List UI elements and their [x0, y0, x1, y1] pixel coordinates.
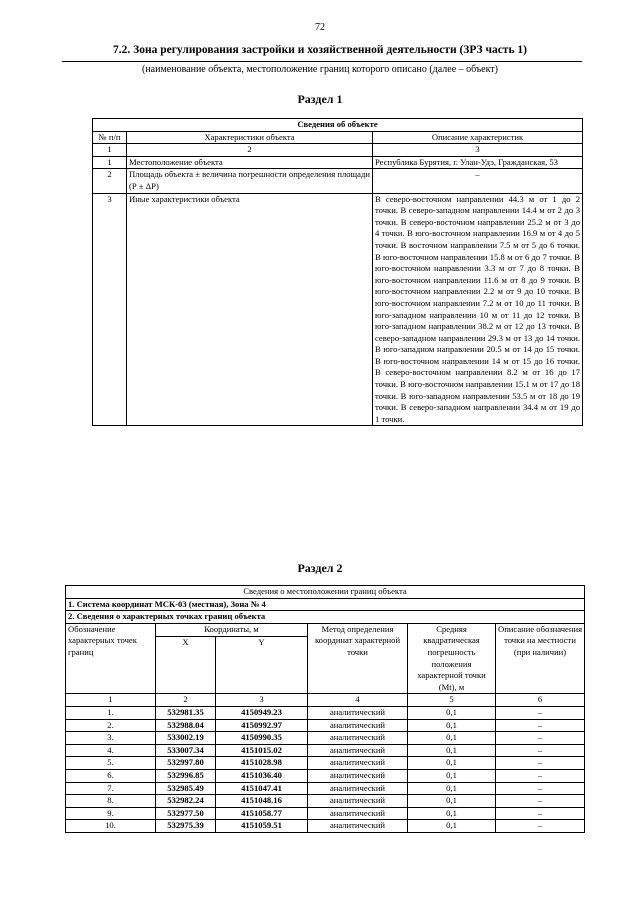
numbering-cell: 4: [308, 694, 408, 707]
point-number: 9.: [66, 807, 156, 820]
coord-x: 532985.49: [156, 782, 216, 795]
section-1-heading: Раздел 1: [297, 92, 343, 106]
method-cell: аналитический: [308, 757, 408, 770]
numbering-cell: 1: [93, 144, 127, 157]
table-numbering-row: [66, 694, 585, 707]
numbering-cell: 2: [127, 144, 373, 157]
point-description: –: [496, 795, 585, 808]
row-number: 3: [93, 193, 127, 426]
points-info-row: 2. Сведения о характерных точках границ объекта: [66, 611, 585, 624]
title-underline: [62, 61, 582, 62]
point-description: –: [496, 782, 585, 795]
header-characteristic: Характеристики объекта: [127, 131, 373, 144]
point-description: –: [496, 719, 585, 732]
coord-x: 532988.04: [156, 719, 216, 732]
table-header-row: [93, 131, 583, 144]
table-header-row: [66, 623, 585, 637]
table-row: [66, 744, 585, 757]
error-cell: 0,1: [408, 820, 496, 833]
method-cell: аналитический: [308, 795, 408, 808]
error-cell: 0,1: [408, 795, 496, 808]
point-description: –: [496, 732, 585, 745]
header-description: Описание характеристик: [373, 131, 583, 144]
table-row: [93, 193, 583, 426]
coord-y: 4151028.98: [216, 757, 308, 770]
point-description: –: [496, 744, 585, 757]
row-number: 1: [93, 156, 127, 169]
point-number: 1.: [66, 706, 156, 719]
numbering-cell: 2: [156, 694, 216, 707]
coord-y: 4151036.40: [216, 769, 308, 782]
error-cell: 0,1: [408, 744, 496, 757]
method-cell: аналитический: [308, 820, 408, 833]
error-cell: 0,1: [408, 706, 496, 719]
table-row: [66, 820, 585, 833]
boundary-table-title: Сведения о местоположении границ объекта: [66, 586, 585, 599]
row-description: –: [373, 169, 583, 193]
row-characteristic: Площадь объекта ± величина погрешности определения площади (Р ± ΔР): [127, 169, 373, 193]
method-cell: аналитический: [308, 706, 408, 719]
error-cell: 0,1: [408, 769, 496, 782]
header-y: Y: [216, 637, 308, 694]
table-row: [93, 156, 583, 169]
point-description: –: [496, 706, 585, 719]
row-number: 2: [93, 169, 127, 193]
boundary-points-table: [65, 585, 585, 833]
table-row: [66, 807, 585, 820]
point-description: –: [496, 757, 585, 770]
coord-y: 4151058.77: [216, 807, 308, 820]
point-description: –: [496, 769, 585, 782]
header-point-description: Описание обозначения точки на местности (при наличии): [496, 623, 585, 694]
point-number: 10.: [66, 820, 156, 833]
header-designation: Обозначение характерных точек границ: [66, 623, 156, 694]
table-row: [66, 732, 585, 745]
table-row: [66, 769, 585, 782]
coord-x: 533002.19: [156, 732, 216, 745]
coord-y: 4151047.41: [216, 782, 308, 795]
coord-y: 4151059.51: [216, 820, 308, 833]
coord-y: 4150990.35: [216, 732, 308, 745]
point-number: 6.: [66, 769, 156, 782]
method-cell: аналитический: [308, 769, 408, 782]
point-number: 5.: [66, 757, 156, 770]
numbering-cell: 5: [408, 694, 496, 707]
section-2-heading: Раздел 2: [297, 561, 343, 575]
table-numbering-row: [93, 144, 583, 157]
coord-x: 532996.85: [156, 769, 216, 782]
table-row: [66, 719, 585, 732]
table-row: [66, 757, 585, 770]
table-row: [93, 169, 583, 193]
coord-y: 4151015.02: [216, 744, 308, 757]
error-cell: 0,1: [408, 719, 496, 732]
coordinate-system-row: 1. Система координат МСК-03 (местная), Зона № 4: [66, 598, 585, 611]
header-x: X: [156, 637, 216, 694]
point-number: 3.: [66, 732, 156, 745]
error-cell: 0,1: [408, 807, 496, 820]
method-cell: аналитический: [308, 732, 408, 745]
error-cell: 0,1: [408, 782, 496, 795]
document-subtitle: (наименование объекта, местоположение границ которого описано (далее – объект): [141, 64, 499, 75]
header-number: № п/п: [93, 131, 127, 144]
coord-y: 4150949.23: [216, 706, 308, 719]
coord-y: 4150992.97: [216, 719, 308, 732]
row-description: В северо-восточном направлении 44.3 м от 1 до 2 точки. В северо-западном направлении 14.4 м от 2 до 3 точки. В северо-восточном направлении 25.2 м от 3 до 4 точки. В юго-восточном направлении 16.9 м от 4 до 5 точки. В восточном направлении 7.5 м от 5 до 6 точки. В юго-восточном направлении 15.8 м от 6 до 7 точки. В юго-восточном направлении 3.3 м от 7 до 8 точки. В юго-восточном направлении 11.6 м от 8 до 9 точки. В юго-восточном направлении 2.2 м от 9 до 10 точки. В юго-восточном направлении 7.2 м от 10 до 11 точки. В юго-западном направлении 10 м от 11 до 12 точки. В юго-западном направлении 38.2 м от 12 до 13 точки. В северо-западном направлении 29.3 м от 13 до 14 точки. В юго-западном направлении 20.5 м от 14 до 15 точки. В юго-восточном направлении 14 м от 15 до 16 точки. В северо-восточном направлении 8.2 м от 16 до 17 точки. В юго-восточном направлении 15.1 м от 17 до 18 точки. В юго-западном направлении 53.5 м от 18 до 19 точки. В северо-западном направлении 34.4 м от 19 до 1 точки.: [373, 193, 583, 426]
coord-x: 532975.39: [156, 820, 216, 833]
header-error: Средняя квадратическая погрешность положения характерной точки (Mt), м: [408, 623, 496, 694]
method-cell: аналитический: [308, 744, 408, 757]
coord-x: 532997.80: [156, 757, 216, 770]
table-row: [66, 795, 585, 808]
method-cell: аналитический: [308, 782, 408, 795]
coord-x: 532982.24: [156, 795, 216, 808]
point-description: –: [496, 807, 585, 820]
numbering-cell: 3: [373, 144, 583, 157]
row-characteristic: Местоположение объекта: [127, 156, 373, 169]
header-method: Метод определения координат характерной точки: [308, 623, 408, 694]
row-description: Республика Бурятия, г. Улан-Удэ, Гражданская, 53: [373, 156, 583, 169]
table-row: [66, 782, 585, 795]
page-number: 72: [315, 22, 325, 33]
object-info-table-title: Сведения об объекте: [93, 119, 583, 132]
numbering-cell: 3: [216, 694, 308, 707]
method-cell: аналитический: [308, 719, 408, 732]
numbering-cell: 6: [496, 694, 585, 707]
coord-x: 532981.35: [156, 706, 216, 719]
coord-x: 533007.34: [156, 744, 216, 757]
error-cell: 0,1: [408, 757, 496, 770]
coord-x: 532977.50: [156, 807, 216, 820]
coord-y: 4151048.16: [216, 795, 308, 808]
point-description: –: [496, 820, 585, 833]
header-coordinates: Координаты, м: [156, 623, 308, 637]
table-row: [66, 706, 585, 719]
point-number: 4.: [66, 744, 156, 757]
method-cell: аналитический: [308, 807, 408, 820]
numbering-cell: 1: [66, 694, 156, 707]
point-number: 7.: [66, 782, 156, 795]
row-characteristic: Иные характеристики объекта: [127, 193, 373, 426]
point-number: 8.: [66, 795, 156, 808]
point-number: 2.: [66, 719, 156, 732]
object-info-table: [92, 118, 583, 426]
error-cell: 0,1: [408, 732, 496, 745]
document-title: 7.2. Зона регулирования застройки и хозяйственной деятельности (ЗРЗ часть 1): [113, 44, 527, 56]
